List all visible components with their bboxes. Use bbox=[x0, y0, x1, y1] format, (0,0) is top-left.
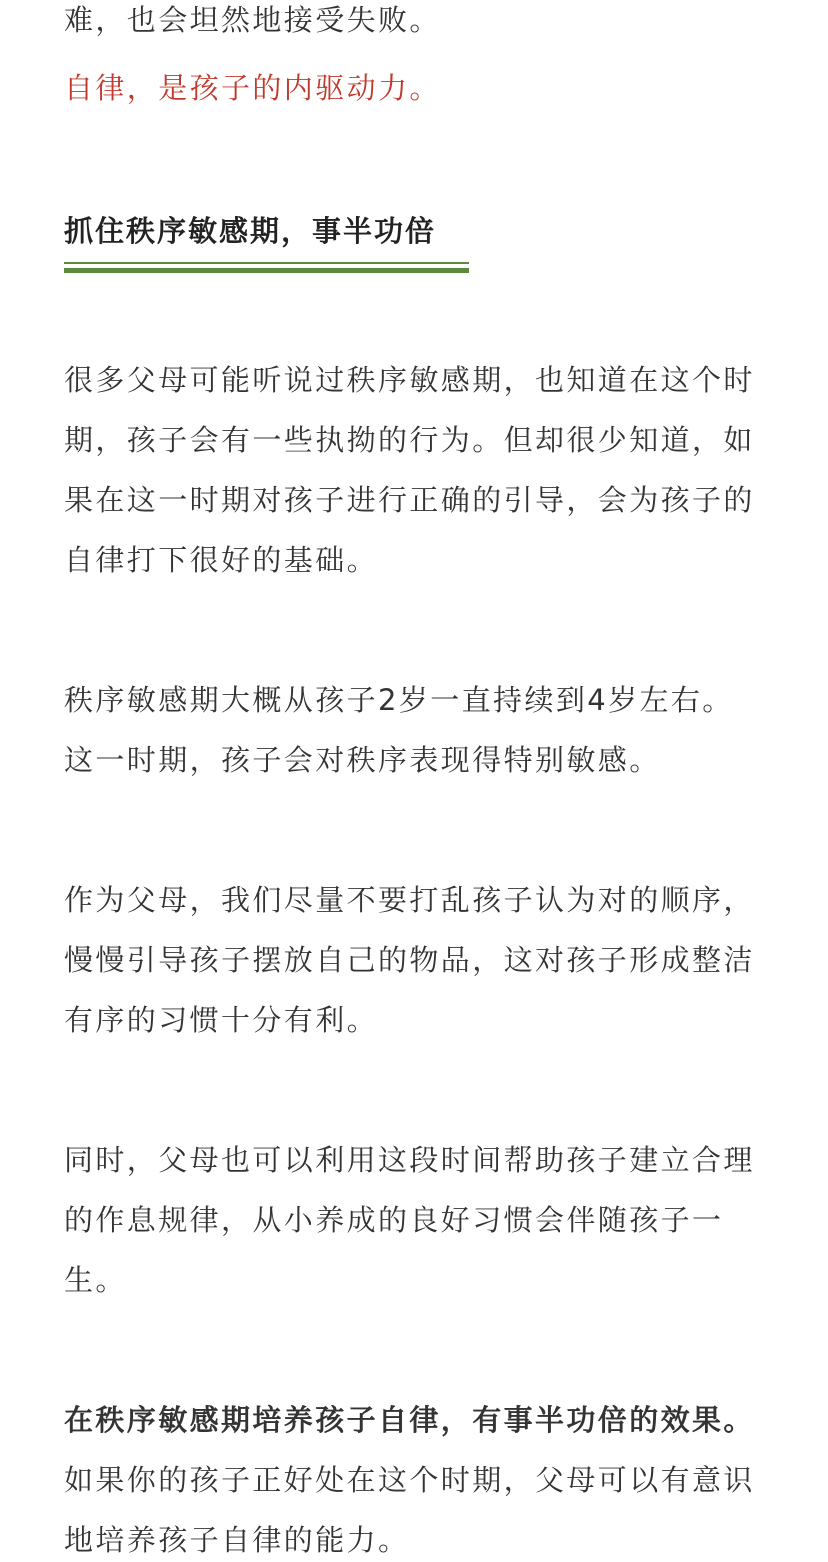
paragraph-3-line-3: 有序的习惯十分有利。 bbox=[64, 1003, 379, 1037]
paragraph-5-bold-line: 在秩序敏感期培养孩子自律，有事半功倍的效果。 bbox=[64, 1403, 755, 1437]
paragraph-5-line-2: 地培养孩子自律的能力。 bbox=[64, 1523, 410, 1557]
paragraph-4-line-1: 同时，父母也可以利用这段时间帮助孩子建立合理 bbox=[64, 1143, 755, 1177]
paragraph-1-line-4: 自律打下很好的基础。 bbox=[64, 543, 379, 577]
paragraph-5-line-1: 如果你的孩子正好处在这个时期，父母可以有意识 bbox=[64, 1463, 755, 1497]
highlight-line: 自律，是孩子的内驱动力。 bbox=[64, 71, 441, 105]
paragraph-2-line-1: 秩序敏感期大概从孩子2岁一直持续到4岁左右。 bbox=[64, 683, 734, 717]
paragraph-2-line-2: 这一时期，孩子会对秩序表现得特别敏感。 bbox=[64, 743, 661, 777]
paragraph-1-line-1: 很多父母可能听说过秩序敏感期，也知道在这个时 bbox=[64, 363, 755, 397]
heading-underline-thick bbox=[64, 268, 469, 273]
heading-underline-thin bbox=[64, 262, 469, 264]
paragraph-1-line-2: 期，孩子会有一些执拗的行为。但却很少知道，如 bbox=[64, 423, 755, 457]
intro-tail-line: 难，也会坦然地接受失败。 bbox=[64, 3, 441, 37]
paragraph-4-line-2: 的作息规律，从小养成的良好习惯会伴随孩子一 bbox=[64, 1203, 724, 1237]
paragraph-3-line-1: 作为父母，我们尽量不要打乱孩子认为对的顺序， bbox=[64, 883, 755, 917]
paragraph-3-line-2: 慢慢引导孩子摆放自己的物品，这对孩子形成整洁 bbox=[64, 943, 755, 977]
paragraph-1-line-3: 果在这一时期对孩子进行正确的引导，会为孩子的 bbox=[64, 483, 755, 517]
paragraph-4-line-3: 生。 bbox=[64, 1263, 127, 1297]
section-heading: 抓住秩序敏感期，事半功倍 bbox=[64, 214, 437, 248]
